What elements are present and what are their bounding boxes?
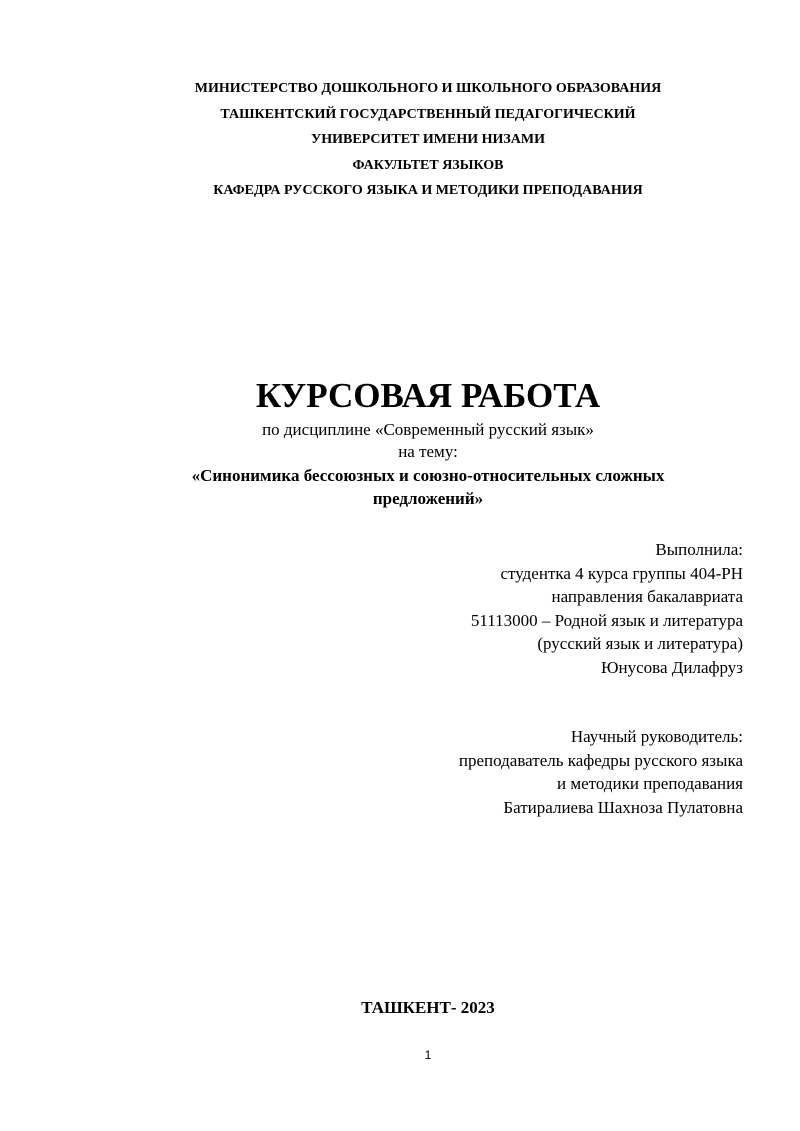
supervisor-position: преподаватель кафедры русского языка: [458, 750, 743, 770]
title-block: [0, 373, 800, 510]
topic-prefix: на тему:: [398, 442, 458, 461]
department-line: КАФЕДРА РУССКОГО ЯЗЫКА И МЕТОДИКИ ПРЕПОДАВАНИЯ: [213, 183, 643, 198]
city-year: ТАШКЕНТ- 2023: [361, 998, 495, 1017]
faculty-line: ФАКУЛЬТЕТ ЯЗЫКОВ: [352, 157, 504, 173]
topic-title: «Синонимика бессоюзных и союзно-относительных сложных предложений»: [191, 466, 665, 508]
supervisor-label: Научный руководитель:: [570, 727, 743, 746]
performer-direction: направления бакалавриата: [551, 587, 743, 607]
document-title: КУРСОВАЯ РАБОТА: [255, 376, 601, 415]
page-number: 1: [424, 1048, 432, 1062]
institution-header: [0, 76, 800, 204]
performer-block: [471, 538, 743, 680]
performer-program: 51113000 – Родной язык и литература: [470, 610, 743, 630]
performer-label: Выполнила:: [655, 540, 743, 559]
performer-program-detail: (русский язык и литература): [537, 634, 743, 654]
discipline-line: по дисциплине «Современный русский язык»: [262, 420, 594, 439]
university-line-1: ТАШКЕНТСКИЙ ГОСУДАРСТВЕННЫЙ ПЕДАГОГИЧЕСКИЙ: [220, 106, 636, 122]
performer-name: Юнусова Дилафруз: [601, 657, 743, 677]
ministry-line: МИНИСТЕРСТВО ДОШКОЛЬНОГО И ШКОЛЬНОГО ОБРАЗОВАНИЯ: [194, 81, 662, 96]
supervisor-block: [459, 725, 743, 819]
university-line-2: УНИВЕРСИТЕТ ИМЕНИ НИЗАМИ: [310, 132, 546, 147]
supervisor-position-detail: и методики преподавания: [556, 774, 743, 794]
supervisor-name: Батиралиева Шахноза Пулатовна: [503, 797, 743, 817]
performer-student: студентка 4 курса группы 404-РН: [500, 563, 743, 583]
